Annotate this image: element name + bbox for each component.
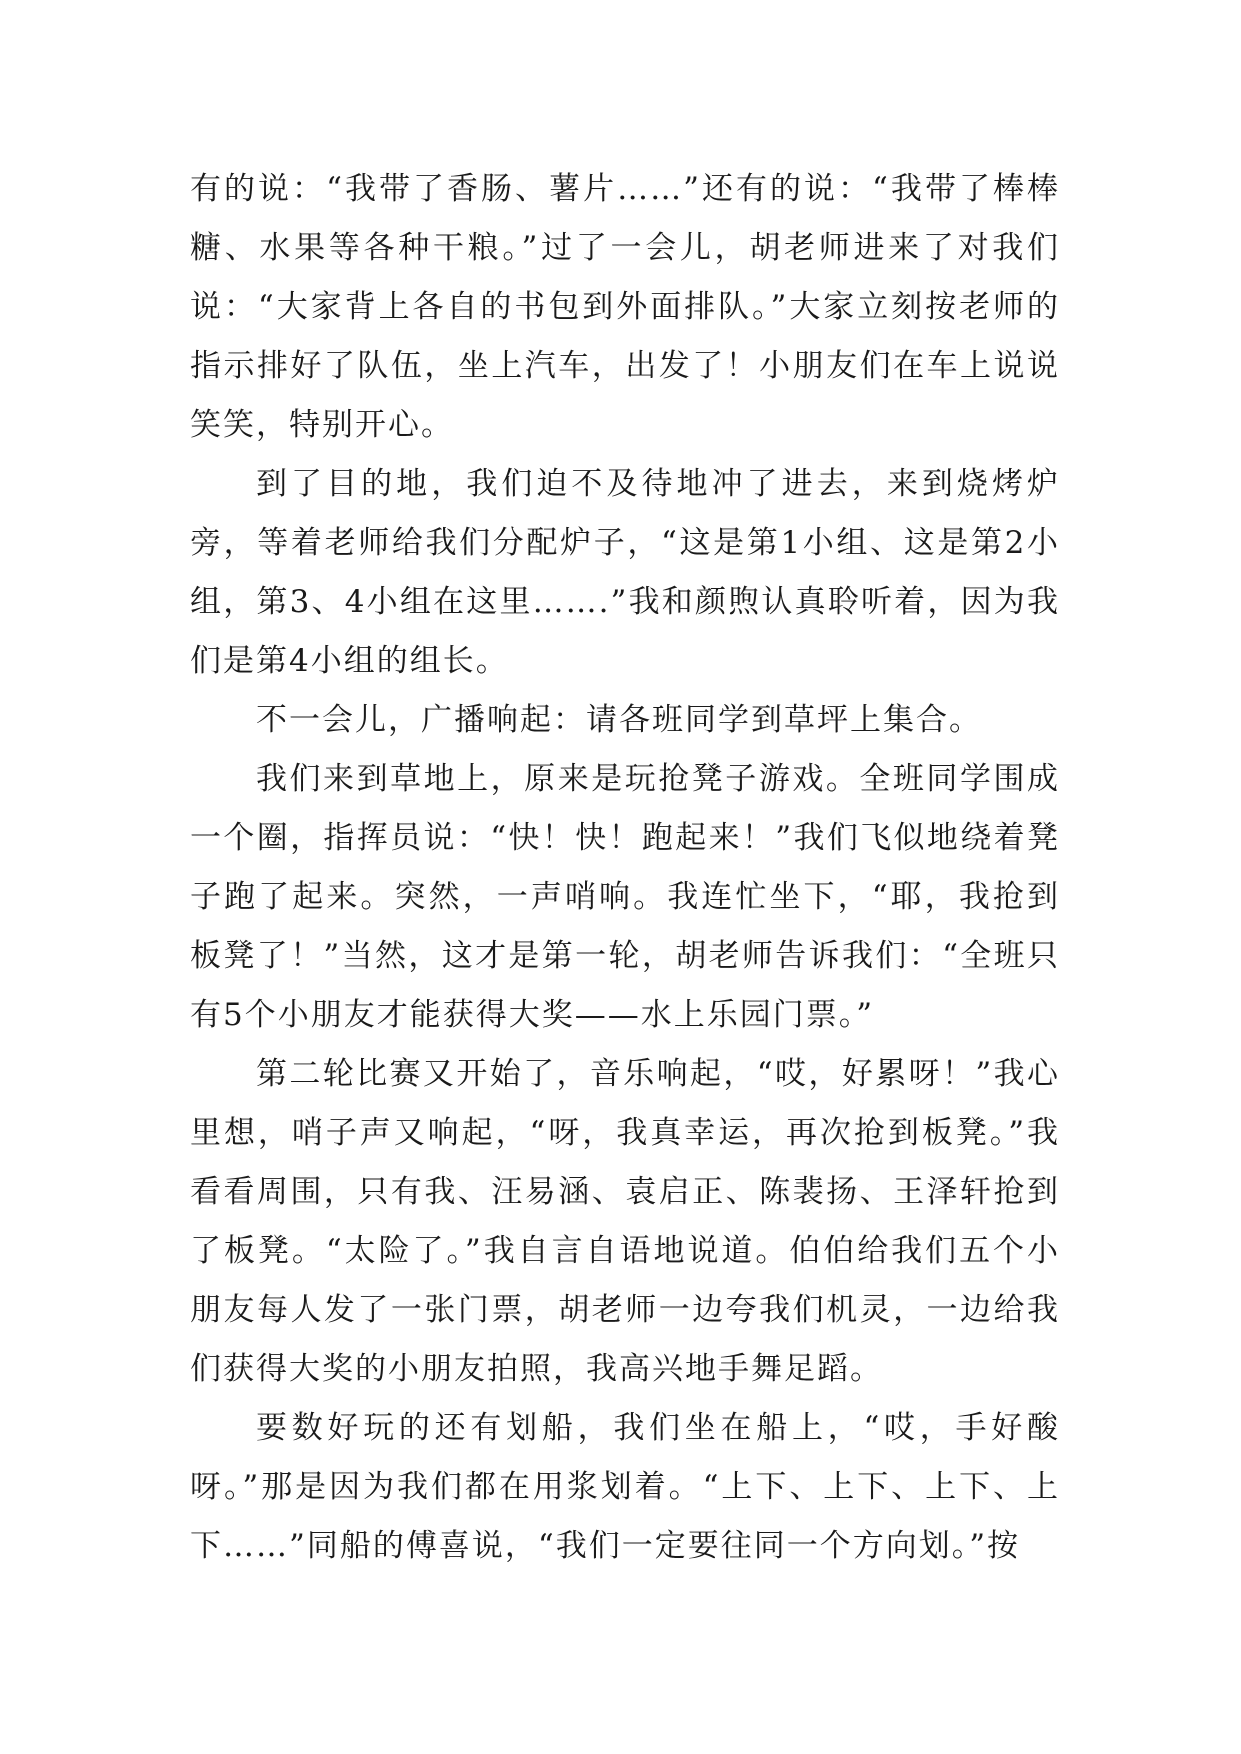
body-text — [190, 160, 1060, 1576]
paragraph-6: 要数好玩的还有划船，我们坐在船上，“哎，手好酸呀。”那是因为我们都在用浆划着。“上下、上下、上下、上下……”同船的傅喜说，“我们一定要往同一个方向划。”按 — [190, 1410, 1060, 1564]
paragraph-5: 第二轮比赛又开始了，音乐响起，“哎，好累呀！”我心里想，哨子声又响起，“呀，我真幸运，再次抢到板凳。”我看看周围，只有我、汪易涵、袁启正、陈裴扬、王泽轩抢到了板凳。“太险了。”我自言自语地说道。伯伯给我们五个小朋友每人发了一张门票，胡老师一边夸我们机灵，一边给我们获得大奖的小朋友拍照，我高兴地手舞足蹈。 — [190, 1056, 1060, 1387]
paragraph-3: 不一会儿，广播响起：请各班同学到草坪上集合。 — [256, 702, 982, 738]
paragraph-1: 有的说：“我带了香肠、薯片……”还有的说：“我带了棒棒糖、水果等各种干粮。”过了一会儿，胡老师进来了对我们说：“大家背上各自的书包到外面排队。”大家立刻按老师的指示排好了队伍，坐上汽车，出发了！小朋友们在车上说说笑笑，特别开心。 — [190, 171, 1060, 443]
paragraph-2: 到了目的地，我们迫不及待地冲了进去，来到烧烤炉旁，等着老师给我们分配炉子，“这是第1小组、这是第2小组，第3、4小组在这里…….”我和颜煦认真聆听着，因为我们是第4小组的组长。 — [190, 466, 1060, 679]
paragraph-4: 我们来到草地上，原来是玩抢凳子游戏。全班同学围成一个圈，指挥员说：“快！快！跑起来！”我们飞似地绕着凳子跑了起来。突然，一声哨响。我连忙坐下，“耶，我抢到板凳了！”当然，这才是第一轮，胡老师告诉我们：“全班只有5个小朋友才能获得大奖——水上乐园门票。” — [190, 761, 1060, 1033]
